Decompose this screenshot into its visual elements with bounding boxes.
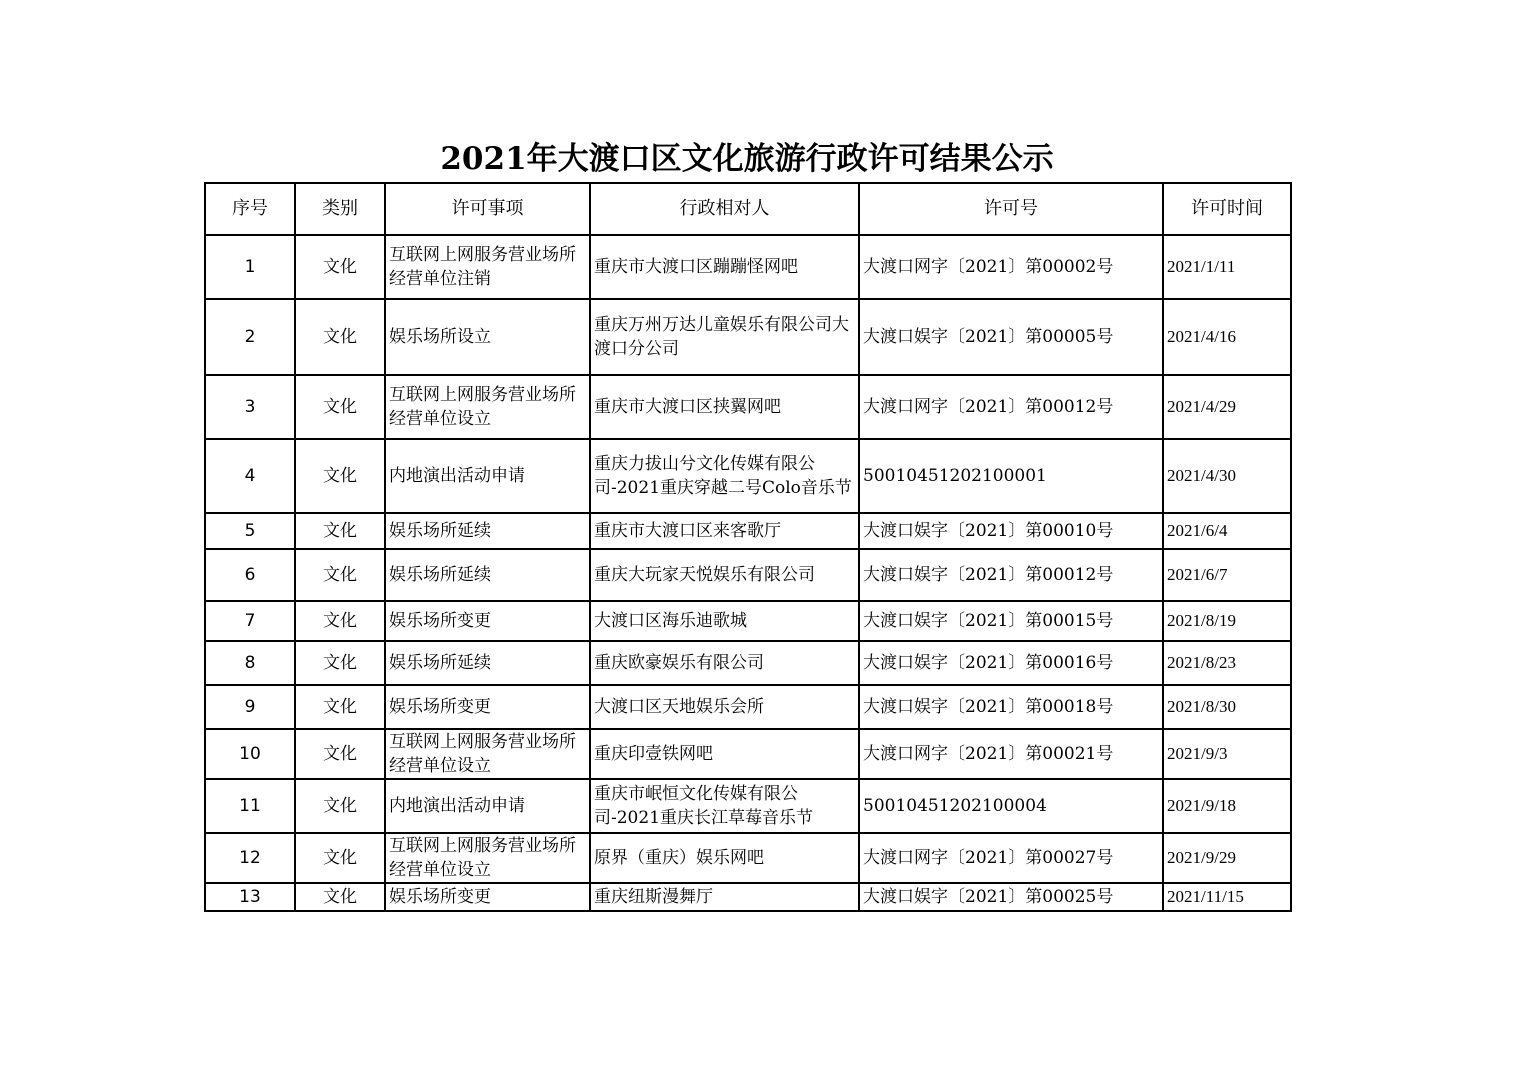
cell-date: 2021/4/16	[1163, 299, 1291, 375]
column-header-item: 许可事项	[385, 183, 590, 235]
column-header-party: 行政相对人	[590, 183, 859, 235]
cell-type: 文化	[295, 833, 385, 883]
cell-permit-no: 大渡口娱字〔2021〕第00005号	[859, 299, 1163, 375]
cell-date: 2021/11/15	[1163, 883, 1291, 911]
cell-type: 文化	[295, 641, 385, 685]
cell-permit-no: 大渡口网字〔2021〕第00002号	[859, 235, 1163, 299]
cell-item: 娱乐场所变更	[385, 601, 590, 641]
cell-date: 2021/6/4	[1163, 513, 1291, 549]
cell-item: 娱乐场所变更	[385, 685, 590, 729]
table-row	[205, 729, 1291, 779]
table-row	[205, 235, 1291, 299]
table-row	[205, 833, 1291, 883]
cell-item: 娱乐场所延续	[385, 641, 590, 685]
cell-item: 娱乐场所延续	[385, 513, 590, 549]
table-row	[205, 513, 1291, 549]
cell-seq: 13	[205, 883, 295, 911]
header-row	[205, 183, 1291, 235]
cell-permit-no: 大渡口娱字〔2021〕第00025号	[859, 883, 1163, 911]
table-row	[205, 779, 1291, 833]
cell-party: 原界（重庆）娱乐网吧	[590, 833, 859, 883]
permit-results-table	[204, 182, 1292, 912]
cell-type: 文化	[295, 779, 385, 833]
cell-type: 文化	[295, 299, 385, 375]
cell-type: 文化	[295, 549, 385, 601]
cell-item: 互联网上网服务营业场所经营单位注销	[385, 235, 590, 299]
cell-seq: 8	[205, 641, 295, 685]
cell-party: 重庆市大渡口区挟翼网吧	[590, 375, 859, 439]
cell-date: 2021/8/23	[1163, 641, 1291, 685]
cell-permit-no: 大渡口网字〔2021〕第00012号	[859, 375, 1163, 439]
cell-item: 内地演出活动申请	[385, 779, 590, 833]
cell-type: 文化	[295, 439, 385, 513]
cell-party: 重庆力拔山兮文化传媒有限公司-2021重庆穿越二号Colo音乐节	[590, 439, 859, 513]
cell-date: 2021/4/29	[1163, 375, 1291, 439]
cell-party: 大渡口区海乐迪歌城	[590, 601, 859, 641]
column-header-seq: 序号	[205, 183, 295, 235]
cell-seq: 12	[205, 833, 295, 883]
cell-permit-no: 大渡口娱字〔2021〕第00018号	[859, 685, 1163, 729]
cell-date: 2021/4/30	[1163, 439, 1291, 513]
cell-date: 2021/8/19	[1163, 601, 1291, 641]
cell-seq: 1	[205, 235, 295, 299]
table-row	[205, 375, 1291, 439]
cell-party: 重庆万州万达儿童娱乐有限公司大渡口分公司	[590, 299, 859, 375]
cell-party: 重庆市大渡口区蹦蹦怪网吧	[590, 235, 859, 299]
table-row	[205, 685, 1291, 729]
table-row	[205, 641, 1291, 685]
cell-type: 文化	[295, 235, 385, 299]
cell-type: 文化	[295, 601, 385, 641]
table-row	[205, 601, 1291, 641]
cell-date: 2021/6/7	[1163, 549, 1291, 601]
cell-seq: 2	[205, 299, 295, 375]
table-row	[205, 549, 1291, 601]
cell-permit-no: 大渡口娱字〔2021〕第00010号	[859, 513, 1163, 549]
cell-permit-no: 50010451202100004	[859, 779, 1163, 833]
table-row	[205, 439, 1291, 513]
cell-permit-no: 大渡口娱字〔2021〕第00015号	[859, 601, 1163, 641]
cell-permit-no: 大渡口娱字〔2021〕第00016号	[859, 641, 1163, 685]
page-title: 2021年大渡口区文化旅游行政许可结果公示	[440, 141, 1054, 177]
cell-item: 娱乐场所变更	[385, 883, 590, 911]
cell-seq: 4	[205, 439, 295, 513]
cell-party: 重庆大玩家天悦娱乐有限公司	[590, 549, 859, 601]
cell-date: 2021/9/18	[1163, 779, 1291, 833]
cell-type: 文化	[295, 685, 385, 729]
cell-permit-no: 50010451202100001	[859, 439, 1163, 513]
cell-seq: 6	[205, 549, 295, 601]
cell-party: 重庆市岷恒文化传媒有限公司-2021重庆长江草莓音乐节	[590, 779, 859, 833]
column-header-type: 类别	[295, 183, 385, 235]
cell-item: 娱乐场所设立	[385, 299, 590, 375]
cell-party: 重庆纽斯漫舞厅	[590, 883, 859, 911]
cell-seq: 7	[205, 601, 295, 641]
cell-seq: 11	[205, 779, 295, 833]
cell-date: 2021/9/3	[1163, 729, 1291, 779]
cell-date: 2021/1/11	[1163, 235, 1291, 299]
cell-seq: 5	[205, 513, 295, 549]
cell-item: 互联网上网服务营业场所经营单位设立	[385, 375, 590, 439]
column-header-permit-no: 许可号	[859, 183, 1163, 235]
cell-party: 大渡口区天地娱乐会所	[590, 685, 859, 729]
cell-permit-no: 大渡口网字〔2021〕第00021号	[859, 729, 1163, 779]
cell-date: 2021/9/29	[1163, 833, 1291, 883]
column-header-date: 许可时间	[1163, 183, 1291, 235]
table-row	[205, 299, 1291, 375]
cell-item: 互联网上网服务营业场所经营单位设立	[385, 833, 590, 883]
cell-type: 文化	[295, 883, 385, 911]
cell-party: 重庆印壹铁网吧	[590, 729, 859, 779]
cell-type: 文化	[295, 375, 385, 439]
cell-seq: 9	[205, 685, 295, 729]
cell-item: 娱乐场所延续	[385, 549, 590, 601]
table-row	[205, 883, 1291, 911]
cell-item: 互联网上网服务营业场所经营单位设立	[385, 729, 590, 779]
cell-type: 文化	[295, 513, 385, 549]
cell-permit-no: 大渡口网字〔2021〕第00027号	[859, 833, 1163, 883]
cell-party: 重庆市大渡口区来客歌厅	[590, 513, 859, 549]
cell-date: 2021/8/30	[1163, 685, 1291, 729]
cell-type: 文化	[295, 729, 385, 779]
cell-party: 重庆欧豪娱乐有限公司	[590, 641, 859, 685]
cell-seq: 3	[205, 375, 295, 439]
cell-item: 内地演出活动申请	[385, 439, 590, 513]
cell-permit-no: 大渡口娱字〔2021〕第00012号	[859, 549, 1163, 601]
cell-seq: 10	[205, 729, 295, 779]
